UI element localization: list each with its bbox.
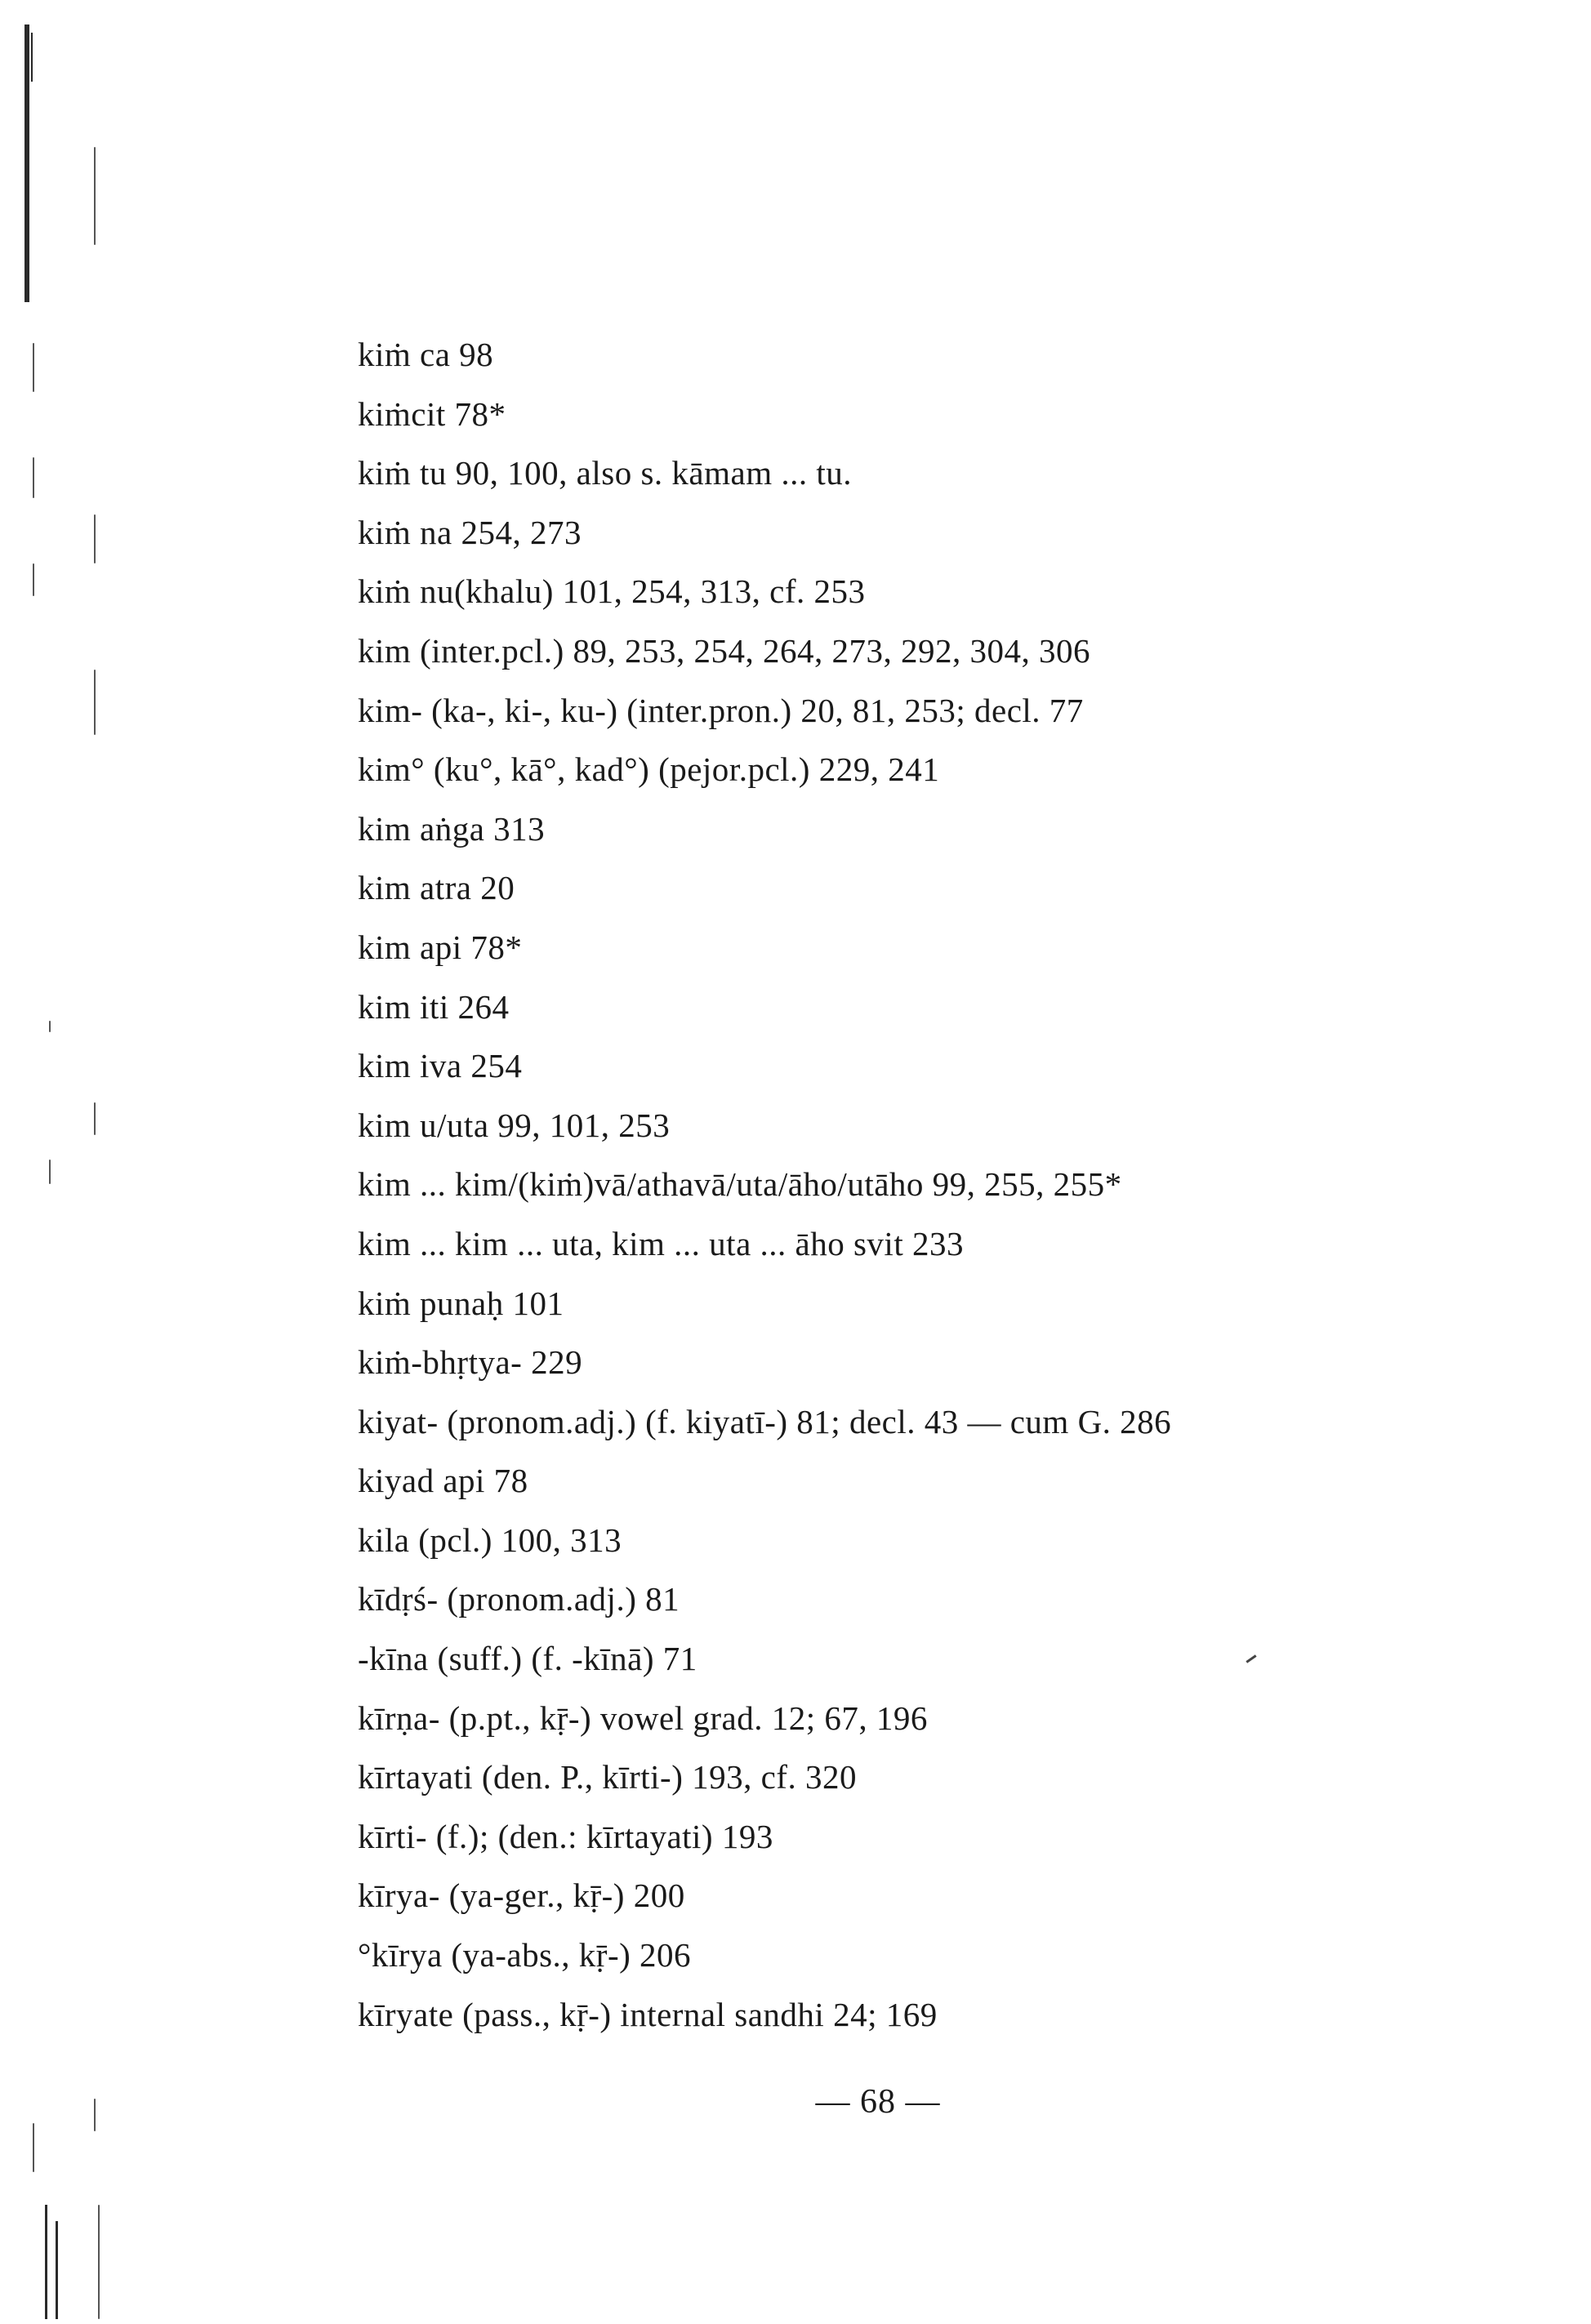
index-entry: kīryate (pass., kṝ-) internal sandhi 24; 169 — [358, 1995, 938, 2033]
index-entry: kiṁ nu(khalu) 101, 254, 313, cf. 253 — [358, 572, 866, 611]
index-entry: kīrṇa- (p.pt., kṝ-) vowel grad. 12; 67, 196 — [358, 1698, 928, 1737]
index-entry: kīrti- (f.); (den.: kīrtayati) 193 — [358, 1817, 773, 1855]
scan-speck — [33, 343, 34, 392]
index-entry: -kīna (suff.) (f. -kīnā) 71 — [358, 1640, 697, 1678]
index-entry: kim u/uta 99, 101, 253 — [358, 1106, 671, 1144]
index-entry: kim atra 20 — [358, 869, 515, 907]
index-entry: kiyad api 78 — [358, 1462, 528, 1500]
index-entry: kim iti 264 — [358, 987, 510, 1026]
scan-speck — [94, 514, 96, 563]
index-entry: kim ... kim ... uta, kim ... uta ... āho svit 233 — [358, 1224, 964, 1262]
index-entry: kīrya- (ya-ger., kṝ-) 200 — [358, 1877, 685, 1915]
index-entry: °kīrya (ya-abs., kṝ-) 206 — [358, 1936, 692, 1975]
scan-speck — [49, 1021, 51, 1032]
scan-margin-artifacts — [0, 0, 114, 2324]
index-entry: kim aṅga 313 — [358, 809, 546, 848]
scan-speck — [94, 147, 96, 245]
scan-edge-mark — [25, 24, 29, 302]
index-entry: kim- (ka-, ki-, ku-) (inter.pron.) 20, 81, 253; decl. 77 — [358, 691, 1084, 729]
index-entry: kim api 78* — [358, 928, 523, 966]
scan-speck — [49, 1160, 51, 1184]
scan-edge-mark — [45, 2205, 47, 2319]
index-entry: kiṁcit 78* — [358, 394, 506, 433]
index-entry: kiṁ tu 90, 100, also s. kāmam ... tu. — [358, 454, 852, 492]
index-entry: kim (inter.pcl.) 89, 253, 254, 264, 273, 292, 304, 306 — [358, 631, 1091, 670]
scan-edge-mark — [31, 33, 33, 82]
index-entry: kila (pcl.) 100, 313 — [358, 1520, 622, 1559]
index-entry: kiṁ ca 98 — [358, 336, 494, 373]
index-entry-list — [358, 325, 1501, 2044]
scan-speck — [33, 457, 34, 498]
index-entry: kim° (ku°, kā°, kad°) (pejor.pcl.) 229, 241 — [358, 750, 940, 789]
scan-speck — [94, 1102, 96, 1135]
index-entry: kīrtayati (den. P., kīrti-) 193, cf. 320 — [358, 1758, 857, 1796]
index-entry: kīdṛś- (pronom.adj.) 81 — [358, 1580, 680, 1618]
index-entry: kiṁ-bhṛtya- 229 — [358, 1343, 583, 1382]
index-entry: kiṁ punaḥ 101 — [358, 1284, 564, 1322]
page-number: — 68 — — [815, 2083, 941, 2121]
index-entry: kiṁ na 254, 273 — [358, 513, 582, 551]
scan-speck — [33, 563, 34, 596]
index-entry: kiyat- (pronom.adj.) (f. kiyatī-) 81; decl. 43 — cum G. 286 — [358, 1402, 1172, 1440]
index-entry: kim ... kim/(kiṁ)vā/athavā/uta/āho/utāho 99, 255, 255* — [358, 1165, 1122, 1204]
scan-speck — [94, 670, 96, 735]
index-entry: kim iva 254 — [358, 1047, 523, 1085]
scan-speck — [33, 2123, 34, 2172]
scan-speck — [98, 2205, 100, 2319]
scan-edge-mark — [56, 2221, 58, 2319]
